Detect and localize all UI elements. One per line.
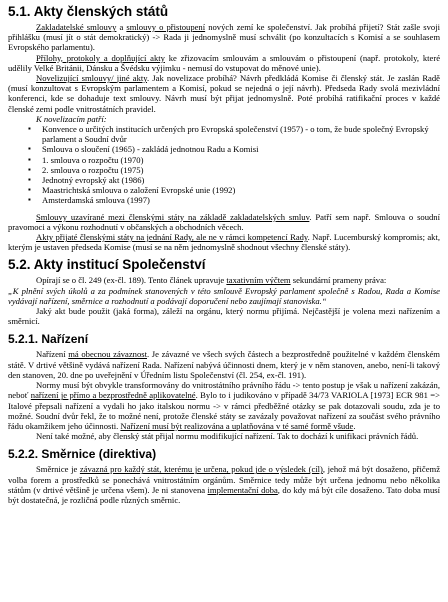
text-span: , do kdy má být cíle dosaženo. Tato doba musí být dostatečná, je rozličná podle různých směrnic. [8, 484, 441, 505]
text-span: Směrnice je [36, 464, 80, 475]
spacer [8, 326, 440, 329]
list-title: K novelizacím patří: [36, 113, 107, 124]
text-span: ke zřizovacím smlouvám a smlouvám o přistoupení (např. protokoly, které udělily Velké Británii, Dánsku a Švédsku výjimku - nemusí do vstupovat do měnové unie). [8, 52, 441, 73]
underlined-term: Smlouvy uzavírané mezi členskými státy na základě zakladatelských smluv [36, 211, 310, 222]
underlined-term: Akty přijaté členskými státy na jednání Rady, ale ne v rámci kompetencí Rady [36, 232, 308, 243]
spacer [8, 252, 440, 255]
list-item: ▪ 2. smlouva o rozpočtu (1975) [28, 165, 440, 175]
underlined-term: nařízení je přímo a bezprostředně aplikovatelné [30, 390, 196, 401]
list-item: ▪ Maastrichtská smlouva o založení Evropské unie (1992) [28, 185, 440, 195]
underlined-term: implementační doba [207, 484, 278, 495]
section-title-5-1: 5.1. Akty členských států [8, 4, 169, 19]
list-item: ▪ Amsterdamská smlouva (1997) [28, 195, 440, 205]
text-span: , jehož má být dosaženo, přičemž volba forem a prostředků se ponechává vnitrostátním orgánům. Směrnice tedy může být určena jednomu nebo několika státům (v drtivé většině je určena všem). Je ni stanovena [8, 464, 441, 495]
underlined-term: má obecnou závaznost [68, 349, 148, 360]
text-span: Normy musí být obvykle transformovány do vnitrostátního právního řádu -> tento postup je však u nařízení zakázán, neboť [8, 380, 440, 401]
text-span: . Bylo to i judikováno v případě 34/73 VARIOLA [1973] ECR 981 [195, 390, 428, 401]
paragraph [8, 73, 440, 114]
amendments-list [8, 124, 440, 206]
list-item: ▪ Konvence o určitých institucích určených pro Evropská společenství (1957) - o tom, že bude společný Evropský parlament a Soudní dvůr [28, 124, 440, 144]
text-span: . Např. Lucemburský kompromis; akt, kterým je ustaven předseda Komise (musí se na něm jednomyslně shodnout všechny členské státy). [8, 232, 440, 253]
paragraph: Není také možné, aby členský stát přijal normu modifikující nařízení. Tak to dochází k unifikaci právních řádů. [36, 431, 419, 442]
text-span: . Patří sem např. Smlouva o soudní pravomoci a výkonu rozhodnutí v občanských a obchodních věcech. [8, 211, 440, 232]
section-title-5-2: 5.2. Akty institucí Společenství [8, 257, 206, 273]
paragraph [8, 380, 440, 431]
text-span: sekundární prameny práva: [290, 275, 387, 286]
paragraph [8, 464, 440, 505]
underlined-term: taxativním výčtem [226, 275, 291, 286]
underlined-term: jiné akty [116, 73, 148, 84]
text-span: Opírají se o čl. 249 (ex-čl. 189). Tento článek upravuje [36, 275, 227, 286]
paragraph: Jaký akt bude použit (jaká forma), záleží na orgánu, který normu přijímá. Nejčastější je volena mezi nařízením a směrnicí. [8, 306, 440, 327]
paragraph [8, 349, 440, 380]
paragraph [8, 53, 440, 73]
spacer [8, 441, 440, 444]
text-span: nových zemí ke společenství. Jak probíhá přijetí? Stát zašle svoji přihlášku (musí jít o stát demokratický) -> Rada ji jednomyslně musí schválit (po konzultacích s Komisí a se souhlasem Evropského parlamentu). [8, 22, 440, 53]
paragraph [8, 275, 440, 285]
list-item: ▪ Smlouva o sloučení (1965) - zakládá jednotnou Radu a Komisi [28, 144, 440, 154]
paragraph [8, 232, 440, 252]
underlined-term: Nařízení musí být realizována a uplatňována v té samé formě všude [120, 420, 354, 431]
paragraph [8, 22, 440, 53]
underlined-term: závazná pro každý stát, kterému je určena, pokud jde o výsledek (cíl) [79, 464, 323, 475]
underlined-term: smlouvy o přistoupení [126, 22, 206, 32]
paragraph [8, 212, 440, 232]
underlined-term: Novelizující smlouvy/ [36, 73, 117, 84]
text-span: => Italové přepsali nařízení a vydali ho jako italskou normu -> v rámci předběžné otázky se pak dotazovali soudu, zda je to možné. Soudní dvůr řekl, že to možné není, protože členské státy se zavázaly považovat nařízení za součást svého právního řádu okamžikem jeho účinnosti. [8, 390, 440, 431]
text-span: a [116, 22, 127, 32]
section-title-5-2-1: 5.2.1. Nařízení [8, 332, 89, 347]
list-item: ▪ 1. smlouva o rozpočtu (1970) [28, 155, 440, 165]
text-span: . Jak novelizace probíhá? Návrh předkládá Komise či členský stát. Je zaslán Radě (musí konzultovat s Evropským parlamentem a Komisí, pokud se nejedná o její návrh). Předseda Rady svolá mezivládní konferenci, kde se dohaduje text smlouvy. Návrh musí být přijat jednomyslně. Poté probíhá ratifikační proces v každé členské zemi podle vnitrostátních pravidel. [8, 73, 440, 114]
list-item: ▪ Jednotný evropský akt (1986) [28, 175, 440, 185]
text-span: Nařízení [36, 349, 69, 360]
underlined-term: Přílohy, protokoly a doplňující akty [36, 52, 165, 63]
underlined-term: Zakladatelské smlouvy [36, 22, 117, 32]
quote: „K plnění svých úkolů a za podmínek stanovených v této smlouvě Evropský parlament společně s Radou, Rada a Komise vydávají nařízení, směrnice a rozhodnutí a podávají doporučení nebo zaujímají stanoviska.“ [8, 285, 440, 306]
text-span: . Je závazné ve všech svých částech a bezprostředně použitelné v každém členském státě. V drtivé většině vydává nařízení Rada. Nařízení nabývá účinnosti dnem, který je v něm stanoven, anebo, není-li takový den stanoven, 20. dne po uveřejnění v Úředním listu Společenství (čl. 254, ex-čl. 191). [8, 349, 440, 380]
text-span: . [353, 420, 356, 431]
section-title-5-2-2: 5.2.2. Směrnice (direktiva) [8, 447, 157, 462]
